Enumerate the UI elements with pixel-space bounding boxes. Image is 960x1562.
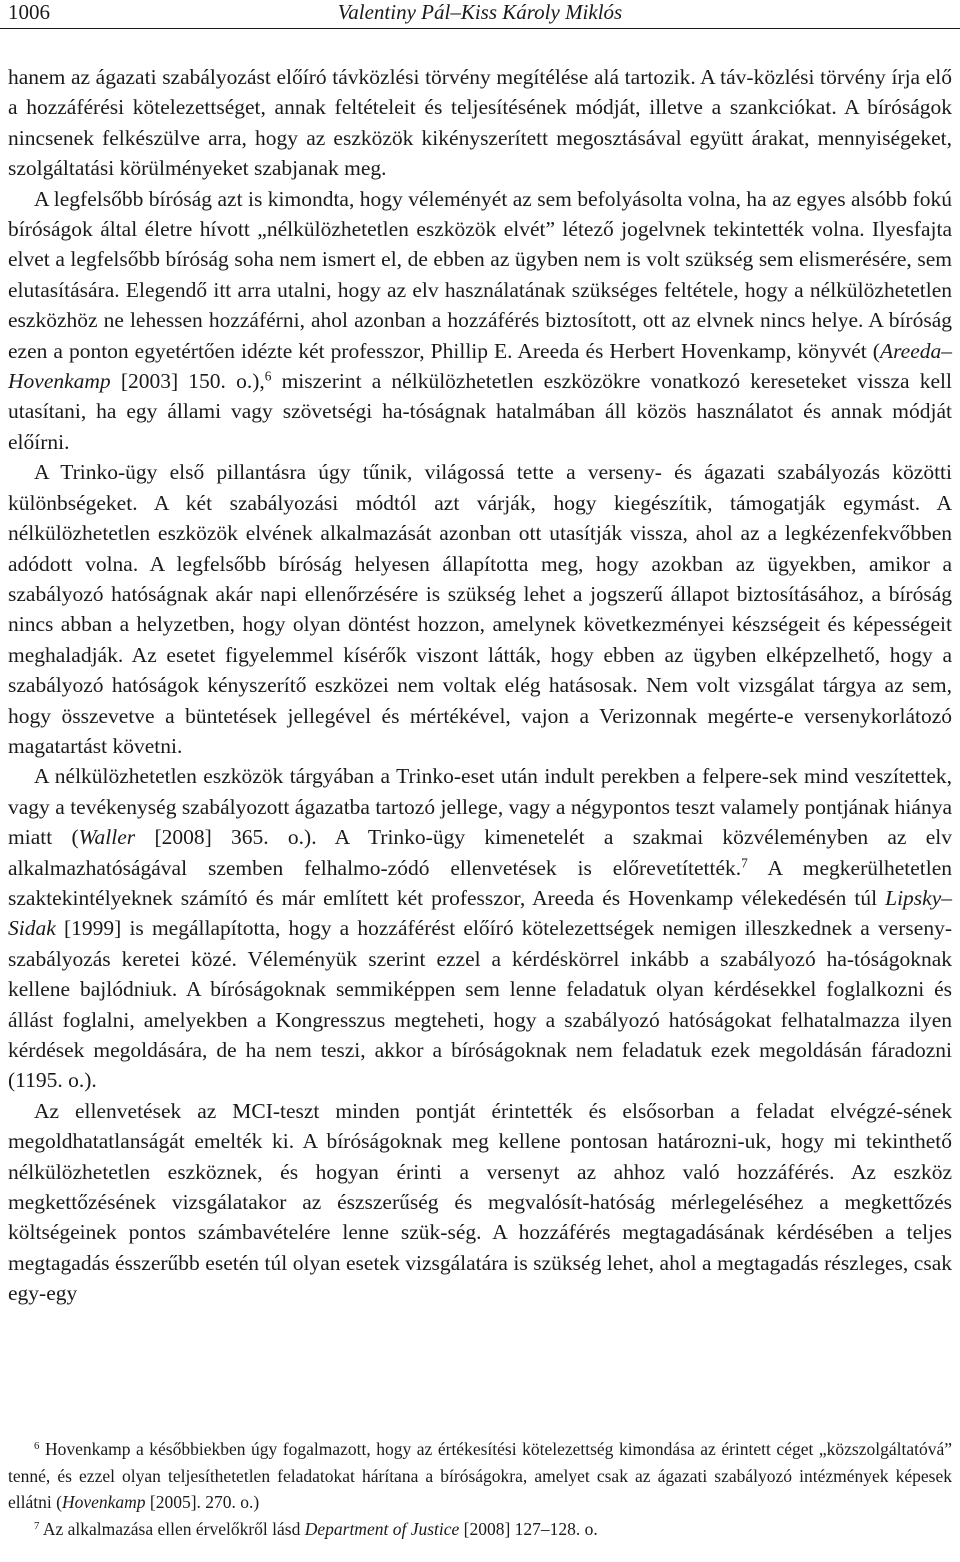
text-run: A Trinko-ügy első pillantásra úgy tűnik, világossá tette a verseny- és ágazati szabályozás közötti különbségeket. A két szabályozási módtól azt várják, hogy kiegészítik, támogatják egymást. A nélkülözhetetlen eszközök elvének alkalmazását azonban ott utasítják vissza, ahol az a legkézenfekvőbben adódott volna. A legfelsőbb bíróság helyesen állapította meg, hogy azokban az ügyekben, amikor a szabályozó hatóságnak akár napi ellenőrzésére is szükség lehet a jogszerű állapot biztosításához, a bíróság nincs abban a helyzetben, hogy olyan döntést hozzon, amelynek következményei készségeit és képességeit meghaladják. Az esetet figyelemmel kísérők viszont látták, hogy ebben az ügyben elképzelhető, hogy a szabályozó hatóságok kényszerítő eszközei nem voltak elég hatásosak. Nem volt vizsgálat tárgya az sem, hogy összevetve a büntetések jellegével és mértékével, vajon a Verizonnak megérte-e versenykorlátozó magatartást követni. <box>8 460 952 758</box>
text-run: [2003] 150. o.), <box>110 369 265 394</box>
text-run: miszerint a nélkülözhetetlen eszközökre vonatkozó kereseteket vissza kell utasítani, ha egy állami vagy szövetségi ha-tóságnak hatalmában áll közös használatot és annak módját előírni. <box>8 369 952 454</box>
running-header <box>0 0 960 26</box>
text-run: Hovenkamp a későbbiekben úgy fogalmazott, hogy az értékesítési kötelezettség kimondása az érintett céget „közszolgáltatóvá” tenné, és ezzel olyan teljesíthetetlen feladatokat hárítana a bíróságokra, amelyet csak az ágazati szabályozó intézmények képesek ellátni ( <box>8 1439 952 1512</box>
text-run: A nélkülözhetetlen eszközök tárgyában a Trinko-eset után indult perekben a felpere-sek mind veszítettek, vagy a tevékenység szabályozott ágazatba tartozó jellege, vagy a négypontos teszt valamely pontjának hiánya miatt ( <box>8 764 952 850</box>
text-run: A megkerülhetetlen szaktekintélyeknek számító és már említett két professzor, Areeda és Hovenkamp vélekedésén túl <box>8 855 952 910</box>
paragraph-1 <box>8 62 952 184</box>
paragraph-4 <box>8 761 952 1095</box>
paragraph-5 <box>8 1096 952 1309</box>
italic-citation: Hovenkamp <box>61 1492 146 1512</box>
footnote-2 <box>8 1516 952 1543</box>
body-text <box>8 62 952 1309</box>
text-run: [2005]. 270. o.) <box>145 1492 260 1512</box>
paragraph-3 <box>8 457 952 761</box>
paragraph-2 <box>8 184 952 458</box>
text-run: [2008] 127–128. o. <box>459 1518 598 1539</box>
text-run: A legfelsőbb bíróság azt is kimondta, hogy véleményét az sem befolyásolta volna, ha az egyes alsóbb fokú bíróságok által életre hívott „nélkülözhetetlen eszközök elvét” létező jogelvnek tekintették volna. Ilyesfajta elvet a legfelsőbb bíróság soha nem ismert el, de ebben az ügyben nem is volt szükség sem elismerésére, sem elutasítására. Elegendő itt arra utalni, hogy az elv használatának szükséges feltétele, hogy a nélkülözhetetlen eszközhöz ne lehessen hozzáférni, ahol azonban a hozzáférés biztosított, ott az elvnek nincs helye. A bíróság ezen a ponton egyetértően idézte két professzor, Phillip E. Areeda és Herbert Hovenkamp, könyvét ( <box>8 186 952 363</box>
footnote-ref: 7 <box>741 855 748 871</box>
text-run: Az ellenvetések az MCI-teszt minden pontját érintették és elsősorban a feladat elvégzé-sének megoldhatatlanságát emelték ki. A bíróságoknak meg kellene pontosan határozni-uk, hogy mi tekinthető nélkülözhetetlen eszköznek, és hogyan érinti a versenyt az ahhoz való hozzáférés. Az eszköz megkettőzésének vizsgálatakor az észszerűség és megvalósít-hatóság mérlegeléséhez a megkettőzés költségeinek pontos számbavételére lenne szük-ség. A hozzáférés megtagadásának kérdésében a teljes megtagadás ésszerűbb esetén túl olyan esetek vizsgálatára is szükség lehet, ahol a megtagadás részleges, csak egy-egy <box>8 1098 952 1306</box>
italic-citation: Areeda–Hovenkamp <box>8 338 952 394</box>
header-rule <box>0 28 960 29</box>
italic-citation: Department of Justice <box>304 1518 460 1539</box>
text-run: [2008] 365. o.). A Trinko-ügy kimenetelét a szakmai közvéleményben az elv alkalmazhatóságával szemben felhalmo-zódó ellenvetések is előrevetítették. <box>8 825 952 880</box>
running-title: Valentiny Pál–Kiss Károly Miklós <box>337 0 623 24</box>
italic-citation: Lipsky–Sidak <box>8 885 952 941</box>
footnote-ref: 7 <box>34 1519 40 1532</box>
italic-citation: Waller <box>78 825 136 850</box>
footnote-1 <box>8 1436 952 1516</box>
footnote-ref: 6 <box>34 1440 40 1453</box>
footnotes <box>8 1436 952 1542</box>
text-run: Az alkalmazása ellen érvelőkről lásd <box>39 1518 305 1539</box>
footnote-ref: 6 <box>264 368 272 384</box>
page-number: 1006 <box>8 0 50 24</box>
text-run: hanem az ágazati szabályozást előíró távközlési törvény megítélése alá tartozik. A táv-közlési törvény írja elő a hozzáférési kötelezettséget, annak feltételeit és teljesítésének módját, illetve a szankciókat. A bíróságok nincsenek felkészülve arra, hogy az eszközök kikényszerített megosztásával együtt árakat, mennyiségeket, szolgáltatási körülményeket szabjanak meg. <box>8 65 952 181</box>
text-run: [1999] is megállapította, hogy a hozzáférést előíró kötelezettségek nemigen illeszkednek a verseny-szabályozás keretei közé. Véleményük szerint ezzel a kérdéskörrel inkább a szabályozó ha-tóságoknak kellene bajlódniuk. A bíróságoknak semmiképpen sem lenne feladatuk olyan kérdésekkel foglalkozni és állást foglalni, amelyekben a Kongresszus megteheti, hogy a szabályozó hatóságokat felhatalmazza ilyen kérdések megoldására, de ha nem teszi, akkor a bíróságoknak nem feladatuk ezek megoldásán fáradozni (1195. o.). <box>8 916 952 1093</box>
